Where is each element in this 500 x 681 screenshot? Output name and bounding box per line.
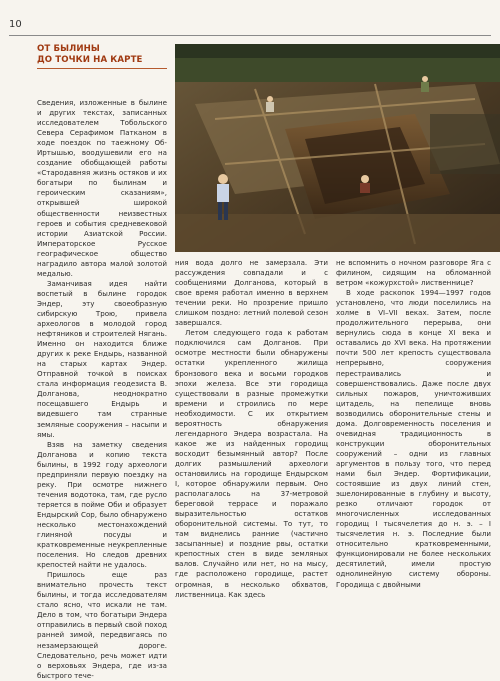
excavation-photo [175, 44, 500, 252]
section-heading-line-2: ДО ТОЧКИ НА КАРТЕ [37, 55, 143, 65]
text-column-3 [336, 258, 491, 590]
paragraph: Заманчивая идея найти воспетый в былине городок Эндер, эту своеобразную сибирскую Трою, привела археологов в молодой город нефтяников и строителей Нягань. Именно он находится ближе других к реке Ендырь, названной на старых картах Эндер. Отправной точкой в поисках стала информация геодезиста В. Долганова, неоднократно посещавшего Ендырь и видевшего там странные земляные сооружения – насыпи и ямы. [37, 278, 167, 439]
heading-underline [37, 68, 167, 69]
paragraph: Летом следующего года к работам подключился сам Долганов. При осмотре местности были обнаружены остатки укрепленного жилища бронзового века и восьми городков эпохи железа. Все эти городища существовали в разные промежутки времени и строились по мере необходимости. С их открытием вероятность обнаружения легендарного Эндера возрастала. На какое же из найденных городищ восходит безымянный автор? После долгих размышлений археологи остановились на городище Ендырском I, которое обнаружили первым. Оно располагалось на 37-метровой береговой террасе и поражало выразительностью остатков оборонительной системы. То тут, то там виднелись ранние (частично засыпанные) и поздние рвы, остатки крепостных стен в виде земляных валов. Случайно или нет, но на мысу, где расположено городище, растет огромная, в несколько обхватов, лиственница. Как здесь [175, 328, 328, 599]
paragraph: Взяв на заметку сведения Долганова и копию текста былины, в 1992 году археологи предприняли первую поездку на реку. При осмотре нижнего течения водотока, там, где русло теряется в пойме Оби и образует Ендырский Сор, было обнаружено несколько местонахождений глиняной посуды и кратковременные неукрепленные поселения. Но следов древних крепостей найти не удалось. [37, 439, 167, 570]
paragraph: В ходе раскопок 1994—1997 годов установлено, что люди поселились на холме в VI–VII веках. Затем, после продолжительного перерыва, они вернулись сюда в конце XI века и оставались до XVI века. На протяжении почти 500 лет крепость существовала непрерывно, сооружения перестраивались и совершенствовались. Даже после двух сильных пожаров, уничтоживших цитадель, на пепелище вновь возводились оборонительные стены и дома. Долговременность поселения и очевидная традиционность в конструкции оборонительных сооружений – одни из главных аргументов в пользу того, что перед нами был Эндер. Фортификации, состоявшие из двух линий стен, эшелонированные в глубину и высоту, резко отличают городок от многочисленных исследованных городищ I тысячелетия до н. э. – I тысячелетия н. э. Последние были относительно кратковременными, функционировали не более нескольких десятилетий, имели простую однолинейную систему обороны. Городища с двойными [336, 288, 491, 589]
paragraph: не вспомнить о ночном разговоре Яга с филином, сидящим на обломанной ветром «кожурхстой» лиственнице? [336, 258, 491, 288]
section-heading [37, 44, 167, 66]
paragraph: ния вода долго не замерзала. Эти рассуждения совпадали и с сообщениями Долганова, который в свое время работал именно в верхнем течении реки. Но прозрение пришло слишком поздно: летний полевой сезон завершался. [175, 258, 328, 328]
paragraph: Сведения, изложенные в былине и других текстах, записанных исследователем Тобольского Севера Серафимом Патканом в ходе поездок по таежному Об-Иртышью, воодушевили его на создание обобщающей работы «Стародавняя жизнь остяков и их богатыри по былинам и героическим сказаниям», открывшей широкой общественности неизвестных героев и события средневековой истории Азиатской России. Императорское Русское географическое общество наградило автора малой золотой медалью. [37, 98, 167, 278]
paragraph: Пришлось еще раз внимательно прочесть текст былины, и тогда исследователям стало ясно, что искали не там. Дело в том, что богатыри Эндера отправились в первый свой поход ранней зимой, передвигаясь по незамерзающей дороге. Следовательно, речь может идти о верховьях Эндера, где из-за быстрого тече- [37, 570, 167, 680]
top-divider [9, 35, 491, 36]
text-column-2 [175, 258, 328, 600]
section-heading-line-1: ОТ БЫЛИНЫ [37, 44, 100, 54]
text-column-1 [37, 98, 167, 681]
page-number: 10 [9, 19, 22, 30]
